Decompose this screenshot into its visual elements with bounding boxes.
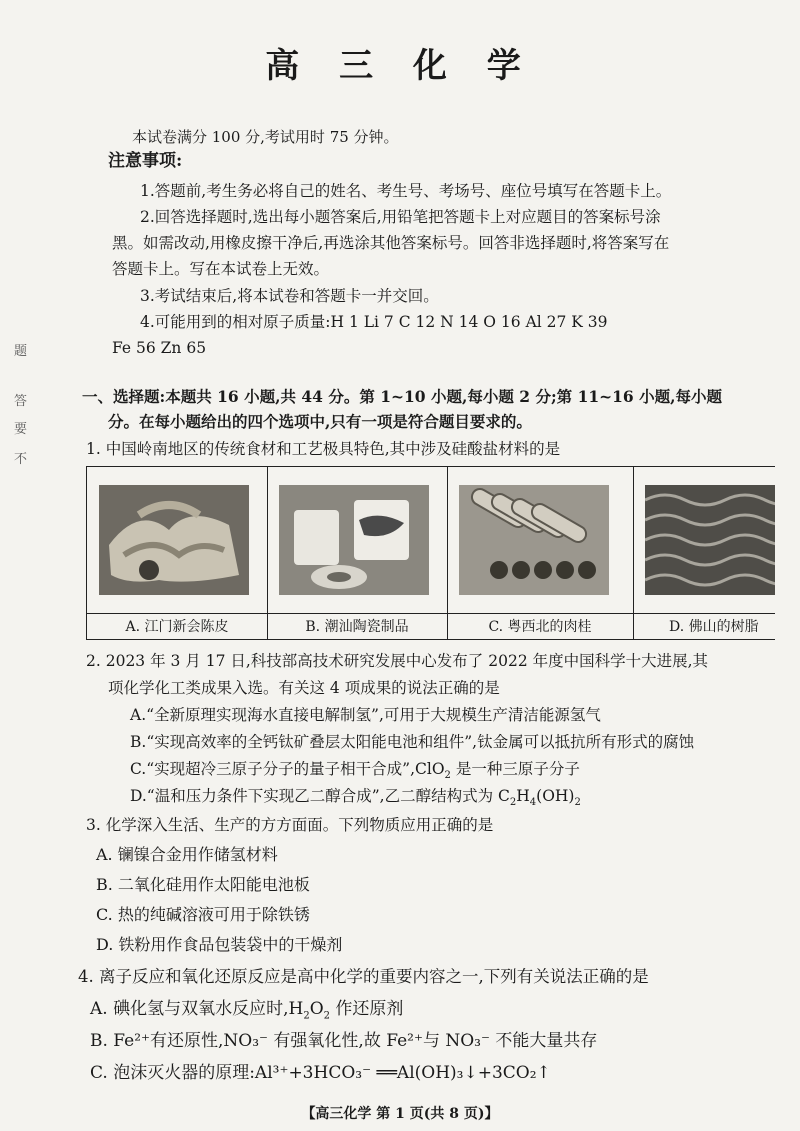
margin-mark: 不 <box>14 452 28 467</box>
option-cell-a <box>87 467 268 639</box>
subscript: 2 <box>323 1010 331 1022</box>
question-3-option-a: A. 镧镍合金用作储氢材料 <box>96 845 278 864</box>
question-2-option-c <box>130 758 580 787</box>
option-d-text-tail: (OH) <box>536 787 575 805</box>
question-2-stem-cont: 项化学化工类成果入选。有关这 4 项成果的说法正确的是 <box>108 679 500 697</box>
section-heading: 一、选择题:本题共 16 小题,共 44 分。第 1~10 小题,每小题 2 分;第 11~16 小题,每小题 <box>82 387 722 406</box>
question-1-options-table <box>86 466 775 640</box>
margin-mark: 要 <box>14 422 28 437</box>
resin-photo-icon <box>645 485 775 595</box>
dried-peel-photo-icon <box>99 485 249 595</box>
question-3-option-c: C. 热的纯碱溶液可用于除铁锈 <box>96 905 310 924</box>
subscript: 2 <box>574 797 581 809</box>
exam-info: 本试卷满分 100 分,考试用时 75 分钟。 <box>132 128 399 146</box>
option-b-caption: B. 潮汕陶瓷制品 <box>267 613 447 640</box>
option-d-text: D.“温和压力条件下实现乙二醇合成”,乙二醇结构式为 C <box>130 787 510 805</box>
notice-heading: 注意事项: <box>108 151 183 171</box>
question-4-stem: 4. 离子反应和氧化还原反应是高中化学的重要内容之一,下列有关说法正确的是 <box>78 967 649 986</box>
question-4-option-c: C. 泡沫灭火器的原理:Al³⁺+3HCO₃⁻ ══Al(OH)₃↓+3CO₂↑ <box>90 1063 551 1083</box>
option-c-text-tail: 是一种三原子分子 <box>450 760 580 778</box>
margin-mark: 答 <box>14 394 28 409</box>
margin-mark: 题 <box>14 344 28 359</box>
subscript: 2 <box>509 797 517 809</box>
subscript: 4 <box>529 797 537 809</box>
question-3-option-d: D. 铁粉用作食品包装袋中的干燥剂 <box>96 935 343 954</box>
page-title: 高 三 化 学 <box>265 46 535 86</box>
notice-item-3: 3.考试结束后,将本试卷和答题卡一并交回。 <box>140 287 439 305</box>
option-d-caption: D. 佛山的树脂 <box>633 613 775 640</box>
question-2-stem: 2. 2023 年 3 月 17 日,科技部高技术研究发展中心发布了 2022 年度中国科学十大进展,其 <box>86 652 709 670</box>
page-footer: 【高三化学 第 1 页(共 8 页)】 <box>301 1106 499 1122</box>
question-2-option-d: D.“温和压力条件下实现乙二醇合成”,乙二醇结构式为 $C_2H_4(OH)_2$ <box>130 787 581 809</box>
option-a-caption: A. 江门新会陈皮 <box>87 613 267 640</box>
question-2-option-a: A.“全新原理实现海水直接电解制氢”,可用于大规模生产清洁能源氢气 <box>130 706 601 724</box>
option-a-text: A. 碘化氢与双氧水反应时,H <box>90 999 304 1019</box>
notice-item-2-cont: 黑。如需改动,用橡皮擦干净后,再选涂其他答案标号。回答非选择题时,将答案写在 <box>112 234 670 252</box>
question-2-option-b: B.“实现高效率的全钙钛矿叠层太阳能电池和组件”,钛金属可以抵抗所有形式的腐蚀 <box>130 733 695 751</box>
option-c-caption: C. 粤西北的肉桂 <box>447 613 633 640</box>
ceramic-cup-photo-icon <box>279 485 429 595</box>
option-cell-b <box>267 467 448 639</box>
option-a-text-tail: 作还原剂 <box>330 999 404 1019</box>
notice-item-4: 4.可能用到的相对原子质量:H 1 Li 7 C 12 N 14 O 16 Al 27 K 39 <box>140 313 608 331</box>
option-c-text: C.“实现超冷三原子分子的量子相干合成”,ClO <box>130 760 445 778</box>
section-heading-cont: 分。在每小题给出的四个选项中,只有一项是符合题目要求的。 <box>108 412 532 431</box>
notice-item-1: 1.答题前,考生务必将自己的姓名、考生号、考场号、座位号填写在答题卡上。 <box>140 182 672 200</box>
question-4-option-b: B. Fe²⁺有还原性,NO₃⁻ 有强氧化性,故 Fe²⁺与 NO₃⁻ 不能大量共存 <box>90 1031 598 1051</box>
notice-item-2-cont2: 答题卡上。写在本试卷上无效。 <box>112 260 330 278</box>
question-3-stem: 3. 化学深入生活、生产的方方面面。下列物质应用正确的是 <box>86 816 494 834</box>
notice-item-4-cont: Fe 56 Zn 65 <box>112 339 207 357</box>
question-3-option-b: B. 二氧化硅用作太阳能电池板 <box>96 875 310 894</box>
option-cell-c <box>447 467 634 639</box>
option-cell-d <box>633 467 775 639</box>
question-1-stem: 1. 中国岭南地区的传统食材和工艺极具特色,其中涉及硅酸盐材料的是 <box>86 440 561 458</box>
subscript: 2 <box>444 770 451 782</box>
question-4-option-a: A. 碘化氢与双氧水反应时$,H_2O_2$ 作还原剂 <box>90 999 404 1022</box>
subscript: 2 <box>303 1010 310 1022</box>
notice-item-2: 2.回答选择题时,选出每小题答案后,用铅笔把答题卡上对应题目的答案标号涂 <box>140 208 661 226</box>
cinnamon-photo-icon <box>459 485 609 595</box>
